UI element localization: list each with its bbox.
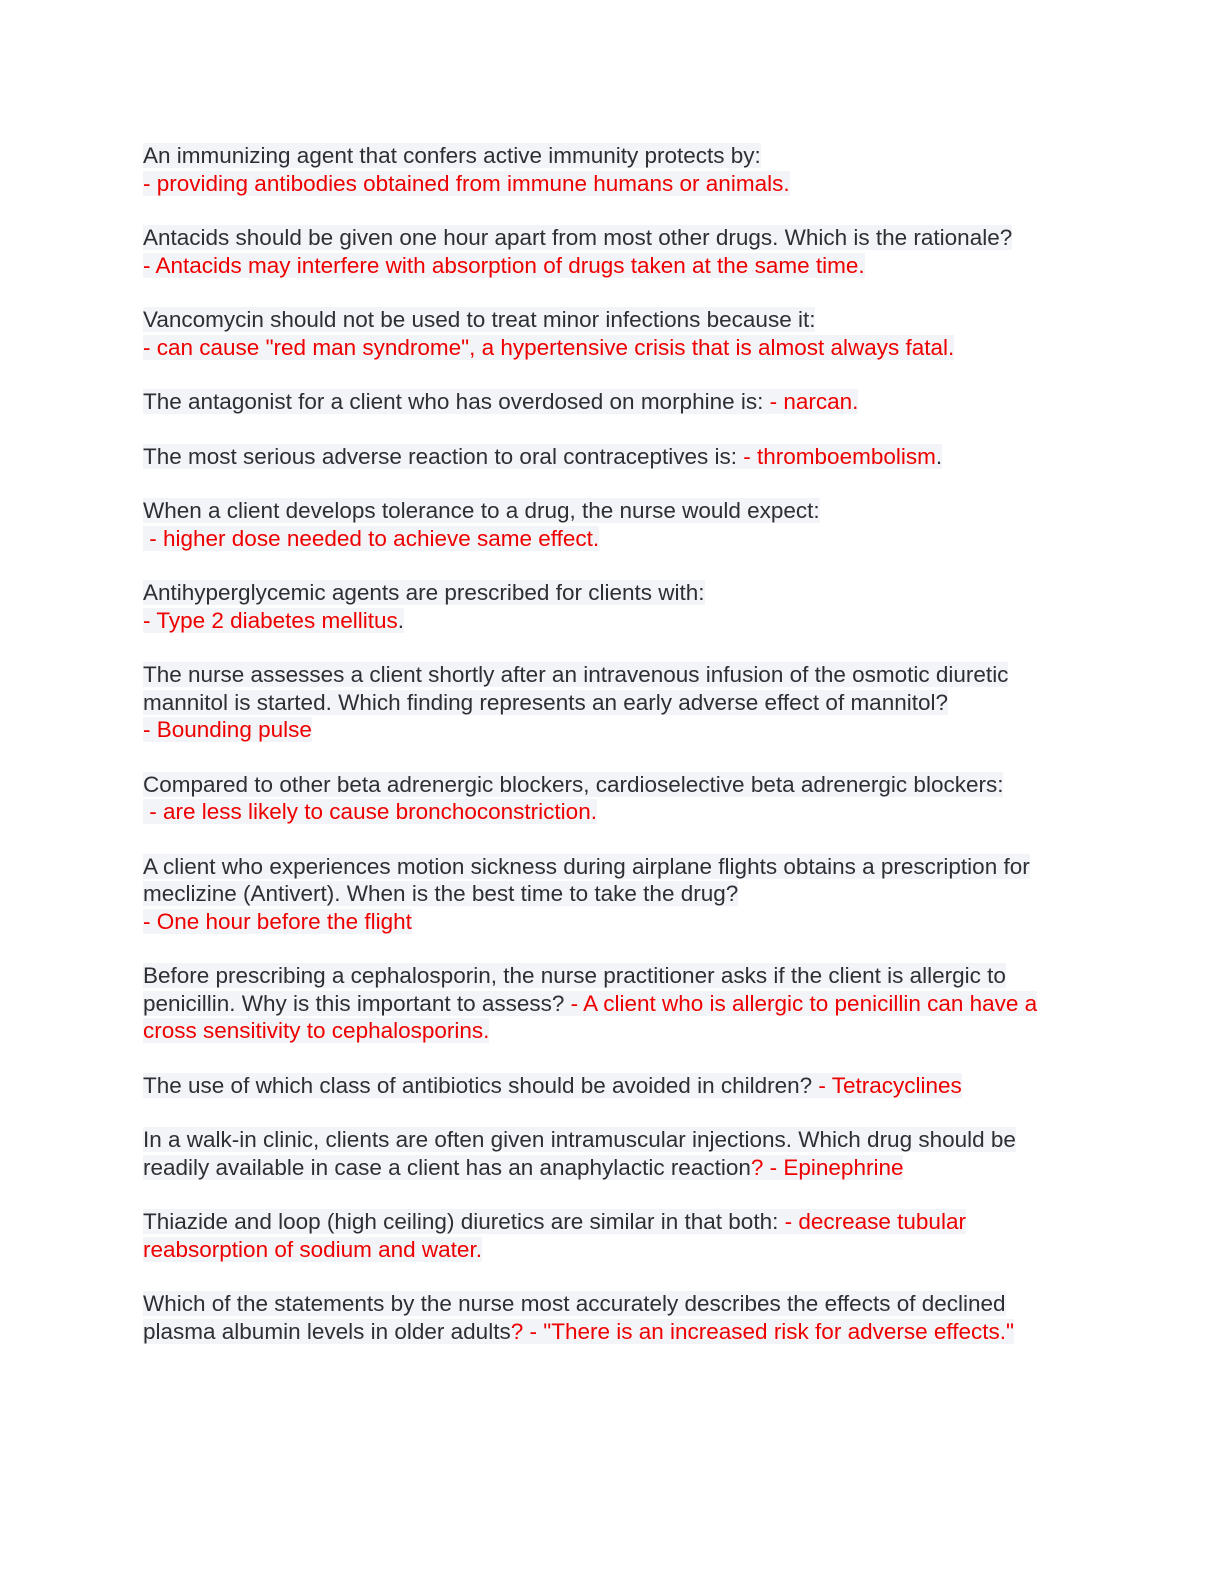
question-text: Before prescribing a cephalosporin, the nurse practitioner asks if the client is allergic to penicillin. Why is this important to assess? bbox=[143, 963, 1006, 1016]
qa-item bbox=[143, 142, 1083, 197]
qa-item bbox=[143, 224, 1083, 279]
answer-text: - Bounding pulse bbox=[143, 717, 312, 742]
answer-text: - Antacids may interfere with absorption of drugs taken at the same time. bbox=[143, 252, 865, 278]
answer-text: - Type 2 diabetes mellitus bbox=[143, 607, 398, 633]
question-text: The use of which class of antibiotics should be avoided in children? bbox=[143, 1072, 819, 1098]
answer-text: - thromboembolism bbox=[743, 443, 936, 469]
answer-tail: . bbox=[397, 607, 404, 633]
qa-item bbox=[143, 1072, 1083, 1100]
qa-item bbox=[143, 388, 1083, 416]
question-text: Compared to other beta adrenergic blockers, cardioselective beta adrenergic blockers: bbox=[143, 771, 1004, 797]
qa-item bbox=[143, 1208, 1083, 1263]
question-text: The most serious adverse reaction to oral contraceptives is: bbox=[143, 443, 744, 469]
question-text: Vancomycin should not be used to treat minor infections because it: bbox=[143, 307, 816, 332]
qa-item bbox=[143, 497, 1083, 552]
answer-text: - narcan. bbox=[769, 389, 859, 414]
qa-item bbox=[143, 579, 1083, 634]
answer-text: - One hour before the flight bbox=[143, 908, 412, 934]
answer-text: ? - Epinephrine bbox=[750, 1154, 904, 1180]
answer-text: - providing antibodies obtained from immune humans or animals. bbox=[143, 170, 790, 196]
question-text: A client who experiences motion sickness during airplane flights obtains a prescription for meclizine (Antivert). When is the best time to take the drug? bbox=[143, 853, 1030, 906]
document-page bbox=[143, 142, 1083, 1372]
qa-item bbox=[143, 962, 1083, 1045]
answer-text: - are less likely to cause bronchoconstriction. bbox=[143, 799, 597, 824]
answer-tail: . bbox=[935, 443, 943, 469]
question-text: Which of the statements by the nurse most accurately describes the effects of declined plasma albumin levels in older adults bbox=[143, 1291, 1006, 1344]
answer-text: - higher dose needed to achieve same effect. bbox=[143, 525, 600, 551]
qa-item bbox=[143, 853, 1083, 936]
qa-item bbox=[143, 1290, 1083, 1345]
answer-text: ? - "There is an increased risk for adverse effects." bbox=[510, 1318, 1014, 1344]
question-text: Antihyperglycemic agents are prescribed for clients with: bbox=[143, 580, 705, 605]
answer-text: - decrease tubular reabsorption of sodium and water. bbox=[143, 1209, 966, 1262]
question-text: The nurse assesses a client shortly after an intravenous infusion of the osmotic diuretic mannitol is started. Which finding represents an early adverse effect of mannitol? bbox=[143, 662, 1009, 715]
answer-text: - Tetracyclines bbox=[818, 1072, 962, 1098]
question-text: An immunizing agent that confers active immunity protects by: bbox=[143, 143, 761, 168]
question-text: Thiazide and loop (high ceiling) diuretics are similar in that both: bbox=[143, 1209, 785, 1234]
answer-text: - A client who is allergic to penicillin can have a cross sensitivity to cephalosporins. bbox=[143, 990, 1038, 1043]
qa-item bbox=[143, 1126, 1083, 1181]
qa-item bbox=[143, 306, 1083, 361]
answer-text: - can cause "red man syndrome", a hypertensive crisis that is almost always fatal. bbox=[143, 334, 955, 360]
qa-item bbox=[143, 661, 1083, 744]
qa-item bbox=[143, 443, 1083, 471]
question-text: Antacids should be given one hour apart from most other drugs. Which is the rationale? bbox=[143, 225, 1013, 250]
question-text: When a client develops tolerance to a drug, the nurse would expect: bbox=[143, 498, 820, 523]
question-text: The antagonist for a client who has overdosed on morphine is: bbox=[143, 389, 770, 414]
question-text: In a walk-in clinic, clients are often given intramuscular injections. Which drug should be readily available in case a client has an anaphylactic reaction bbox=[143, 1127, 1016, 1180]
qa-item bbox=[143, 771, 1083, 826]
